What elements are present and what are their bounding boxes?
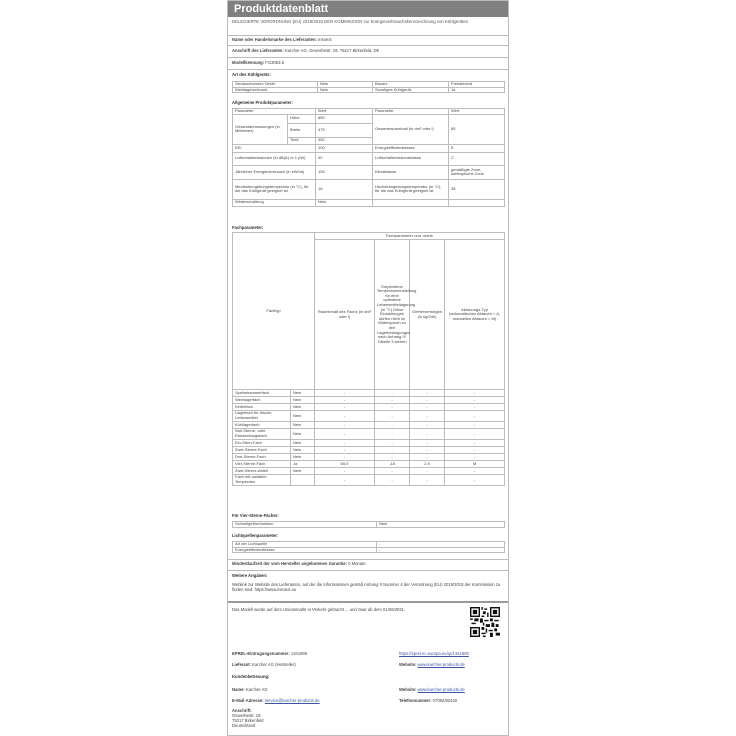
supplier-address-row <box>232 48 512 53</box>
four-star-heading: Für Vier-Sterne-Fächer: <box>232 513 279 518</box>
eprel-label: EPREL-Eintragungsnummer: <box>232 651 290 656</box>
compartment-cell: Lagerfach für frische Lebensmittel <box>233 411 291 422</box>
compartment-cell: Nein <box>291 397 315 404</box>
supplier-value: Karcher AG (Hersteller) <box>252 662 296 667</box>
four-star-table <box>232 521 505 528</box>
table-row <box>233 114 505 123</box>
eprel-link[interactable]: https://eprel.ec.europa.eu/qr/1341805 <box>399 651 469 656</box>
column-header: Wert <box>316 109 373 115</box>
model-row <box>232 60 512 65</box>
table-row <box>233 468 505 475</box>
total-volume-label: Gesamtrauminhalt (in dm³ oder l) <box>373 114 449 144</box>
compartment-cell: - <box>315 404 375 411</box>
device-type-cell: Ja <box>449 87 505 93</box>
phone-value: 07082/92420 <box>432 698 458 703</box>
compartment-cell: - <box>375 454 410 461</box>
table-row <box>233 233 505 240</box>
device-type-cell: Weinlagerschrank: <box>233 87 318 93</box>
compartment-cell: Nein <box>291 404 315 411</box>
compartment-cell: Nein <box>291 429 315 440</box>
separator <box>228 570 508 571</box>
compartment-cell: -18 <box>375 461 410 468</box>
email-link[interactable]: service@karcher-products.de <box>264 698 320 703</box>
supplier-weblink[interactable]: https://www.insnext.eu <box>254 587 297 592</box>
compartment-cell: - <box>315 429 375 440</box>
table-row <box>233 390 505 397</box>
address-label: Anschrift: <box>232 708 252 713</box>
column-header: Gefriervermögen (in kg/24h) <box>410 240 445 390</box>
column-header: Parameter <box>373 109 449 115</box>
supplier-row <box>232 662 382 667</box>
param-cell: Luftschallemissionsklasse <box>373 152 449 165</box>
further-info-heading: Weitere Angaben: <box>232 573 268 578</box>
compartment-cell: Nein <box>291 447 315 454</box>
website-row <box>399 662 507 667</box>
supplier-label: Lieferant: <box>232 662 252 667</box>
compartment-cell: 65,0 <box>315 461 375 468</box>
param-cell: Winterschaltung <box>233 199 316 206</box>
table-row <box>233 152 505 165</box>
compartment-cell: - <box>445 468 505 475</box>
service-website-row <box>399 687 507 692</box>
compartment-cell: - <box>315 411 375 422</box>
column-header: Parameter <box>233 109 316 115</box>
quick-freeze-label: Schnellgefrierfunktion <box>233 522 377 528</box>
compartment-cell: - <box>445 475 505 486</box>
compartment-cell: - <box>445 447 505 454</box>
light-params-heading: Lichtquellenparameter: <box>232 533 279 538</box>
compartment-cell: - <box>410 468 445 475</box>
compartment-cell: - <box>315 468 375 475</box>
service-name-label: Name: <box>232 687 245 692</box>
compartment-table <box>232 232 505 486</box>
supplier-address-value: Karcher AG, Gewerbestr. 19, 75217 Birkenfeld, DE <box>285 48 380 53</box>
light-cell: - <box>377 547 505 553</box>
param-cell: Höchstumgebungstemperatur (in °C), für die das Kühlgerät geeignet ist <box>373 179 449 199</box>
model-label: Modellkennung: <box>232 60 265 65</box>
device-type-cell: Nein <box>318 82 373 88</box>
qr-code-icon[interactable] <box>470 607 500 637</box>
compartment-cell: - <box>410 454 445 461</box>
device-type-cell: Geräuscharmes Gerät: <box>233 82 318 88</box>
param-cell: 40 <box>316 152 373 165</box>
compartment-cell: - <box>375 468 410 475</box>
compartment-cell: - <box>375 411 410 422</box>
compartment-cell: Zwei-Sterne-Abteil <box>233 468 291 475</box>
website-label: Website: <box>399 662 417 667</box>
device-type-heading: Art des Kühlgeräts: <box>232 72 271 77</box>
market-note: Das Modell wurde auf dem Unionsmarkt in Verkehr gebracht ... und zwar ab dem 01/06/2021. <box>232 607 406 612</box>
datasheet-title: Produktdatenblatt <box>228 1 508 17</box>
further-info-text <box>232 582 504 592</box>
compartment-cell: - <box>445 404 505 411</box>
compartment-cell: - <box>375 440 410 447</box>
compartment-rows <box>233 390 505 486</box>
compartment-cell: 2,9 <box>410 461 445 468</box>
device-type-cell: Nein <box>318 87 373 93</box>
dimension-value: 450 <box>316 137 373 144</box>
total-volume-value: 65 <box>449 114 505 144</box>
model-value: FG3053.5 <box>265 60 284 65</box>
dimension-name: Tiefe <box>288 137 316 144</box>
general-params-heading: Allgemeine Produktparameter: <box>232 100 293 105</box>
compartment-group-header: Fachparameter und -werte <box>315 233 505 240</box>
dimension-name: Breite <box>288 123 316 137</box>
compartment-cell: Zwei-Sterne-Fach <box>233 447 291 454</box>
light-cell: Art der Lichtquelle <box>233 542 377 548</box>
param-cell: Nein <box>316 199 373 206</box>
website-link[interactable]: www.karcher-products.de <box>417 662 465 667</box>
compartment-cell: - <box>410 440 445 447</box>
address-line: Gewerbestr. 19 <box>232 713 261 718</box>
param-cell: gemäßigte Zone, subtropische Zone <box>449 165 505 179</box>
compartment-cell: - <box>445 440 505 447</box>
param-cell: EEI <box>233 144 316 152</box>
compartment-cell: - <box>445 411 505 422</box>
quick-freeze-value: Nein <box>377 522 505 528</box>
phone-label: Telefonnummer: <box>399 698 432 703</box>
compartment-cell: - <box>410 397 445 404</box>
further-info-body: Weblink zur Website des Lieferanten, auf der die Informationen gemäß Anhang II Nummer 4 der Verordnung (EU) 2019/2019 der Kommission zu finden sind: <box>232 582 501 592</box>
device-type-table <box>232 81 505 93</box>
compartment-cell: - <box>315 397 375 404</box>
compartment-cell: Drei-Sterne-Fach <box>233 454 291 461</box>
compartment-cell: Null-Sterne- oder Eisbereitungsfach <box>233 429 291 440</box>
compartment-cell: - <box>445 397 505 404</box>
table-row <box>233 397 505 404</box>
compartment-cell: Nein <box>291 411 315 422</box>
eprel-row <box>232 651 382 656</box>
compartment-cell: Kellerfach <box>233 404 291 411</box>
compartment-cell: Ja <box>291 461 315 468</box>
compartment-cell: - <box>445 422 505 429</box>
table-row <box>233 547 505 553</box>
compartment-cell: - <box>410 429 445 440</box>
compartment-cell: - <box>445 390 505 397</box>
address-line: 75217 Birkenfeld <box>232 718 264 723</box>
compartment-cell: Nein <box>291 454 315 461</box>
warranty-row <box>232 561 512 566</box>
supplier-name-label: Name oder Handelsmarke des Lieferanten: <box>232 37 317 42</box>
compartment-cell <box>291 475 315 486</box>
eprel-link-row <box>399 651 507 656</box>
param-cell: 38 <box>449 179 505 199</box>
compartment-cell: - <box>445 429 505 440</box>
param-cell: Jährlicher Energieverbrauch (in kWh/a) <box>233 165 316 179</box>
table-row <box>233 454 505 461</box>
compartment-cell: - <box>375 390 410 397</box>
compartment-cell: - <box>445 454 505 461</box>
table-row <box>233 475 505 486</box>
compartment-cell: Nein <box>291 422 315 429</box>
compartment-cell: - <box>375 475 410 486</box>
warranty-value: 0 Monate <box>348 561 366 566</box>
separator <box>228 559 508 560</box>
email-label: E-Mail-Adresse: <box>232 698 264 703</box>
param-cell: C <box>449 152 505 165</box>
datasheet <box>227 0 509 736</box>
separator <box>228 45 508 46</box>
compartment-cell: Weinlagerfach <box>233 397 291 404</box>
compartment-type-header: Fachtyp <box>233 233 315 390</box>
table-row <box>233 411 505 422</box>
dimension-name: Höhe <box>288 114 316 123</box>
supplier-address-label: Anschrift des Lieferanten: <box>232 48 284 53</box>
compartment-cell: - <box>375 422 410 429</box>
compartment-cell: M <box>445 461 505 468</box>
compartment-cell: - <box>315 447 375 454</box>
service-website-label: Website: <box>399 687 417 692</box>
table-row <box>233 199 505 206</box>
table-row <box>233 429 505 440</box>
address-line: Deutschland <box>232 723 256 728</box>
table-row <box>233 144 505 152</box>
separator <box>228 69 508 70</box>
compartment-cell: Kühllagerfach <box>233 422 291 429</box>
phone-row <box>399 698 507 703</box>
compartment-cell: Vier-Sterne-Fach <box>233 461 291 468</box>
param-cell: 155 <box>316 165 373 179</box>
param-cell: Klimaklasse <box>373 165 449 179</box>
param-cell <box>373 199 449 206</box>
param-cell: Energieeffizienzklasse <box>373 144 449 152</box>
param-cell <box>449 199 505 206</box>
compartment-cell: - <box>375 404 410 411</box>
table-row <box>233 404 505 411</box>
general-params-table <box>232 108 505 207</box>
compartment-cell: Nein <box>291 440 315 447</box>
service-name-row <box>232 687 382 692</box>
compartment-cell: - <box>315 390 375 397</box>
compartment-cell: - <box>410 422 445 429</box>
separator <box>228 57 508 58</box>
supplier-name-value: Insnext <box>318 37 332 42</box>
table-row <box>233 87 505 93</box>
param-cell: 16 <box>316 179 373 199</box>
light-cell: - <box>377 542 505 548</box>
compartment-cell: Nein <box>291 468 315 475</box>
table-row <box>233 461 505 468</box>
column-header: Empfohlene Temperatureinstellung für eine optimierte Lebensmittellagerung (in °C) Diese Einstellungen dürfen nicht im Widerspruch zu den Lagerbedingungen nach Anhang IV Tabelle 3 stehen <box>375 240 410 390</box>
compartment-cell: - <box>375 429 410 440</box>
table-row <box>233 165 505 179</box>
email-row <box>232 698 382 703</box>
compartment-cell: - <box>410 404 445 411</box>
device-type-cell: Freistehend <box>449 82 505 88</box>
column-header: Wert <box>449 109 505 115</box>
table-row <box>233 522 505 528</box>
eprel-value: 1341805 <box>290 651 308 656</box>
compartment-cell: - <box>315 475 375 486</box>
compartment-cell: Speisekammerfach <box>233 390 291 397</box>
param-cell: 100 <box>316 144 373 152</box>
table-row <box>233 440 505 447</box>
warranty-label: Mindestlaufzeit der vom Hersteller angebotenen Garantie: <box>232 561 347 566</box>
supplier-name-row <box>232 37 512 42</box>
address-block <box>232 708 382 728</box>
compartment-cell: Ein-Stern-Fach <box>233 440 291 447</box>
param-cell: Mindestumgebungstemperatur (in °C), für die das Kühlgerät geeignet ist <box>233 179 316 199</box>
table-row <box>233 447 505 454</box>
service-name-value: Karcher AG <box>245 687 268 692</box>
compartment-cell: - <box>315 440 375 447</box>
regulation-intro: DELEGIERTE VERORDNUNG (EU) 2019/2016 DER KOMMISSION zur Energieverbrauchskennzeichnung von Kühlgeräten <box>232 19 469 24</box>
compartment-cell: Nein <box>291 390 315 397</box>
compartment-cell: - <box>410 475 445 486</box>
dimension-value: 850 <box>316 114 373 123</box>
customer-service-heading: Kundenbetreuung: <box>232 674 270 679</box>
light-table <box>232 541 505 553</box>
separator <box>228 601 508 603</box>
param-cell: E <box>449 144 505 152</box>
column-header: Abtauungs-Typ (automatisches Abtauen = A, manuelles Abtauen = M) <box>445 240 505 390</box>
device-type-cell: Bauart: <box>373 82 449 88</box>
table-row <box>233 422 505 429</box>
light-cell: Energieeffizienzklasse <box>233 547 377 553</box>
dimensions-label: Gesamtabmessungen (in Millimeter) <box>233 114 288 144</box>
compartment-cell: - <box>410 447 445 454</box>
compartment-cell: - <box>315 422 375 429</box>
compartment-cell: - <box>375 447 410 454</box>
service-website-link[interactable]: www.karcher-products.de <box>417 687 465 692</box>
compartment-cell: - <box>375 397 410 404</box>
column-header: Rauminhalt des Fachs (in dm³ oder l) <box>315 240 375 390</box>
param-cell: Luftschallemissionen (in dB(A) re 1 pW) <box>233 152 316 165</box>
compartment-cell: Fach mit variabler Temperatur <box>233 475 291 486</box>
compartment-cell: - <box>410 390 445 397</box>
compartment-cell: - <box>410 411 445 422</box>
table-row <box>233 179 505 199</box>
separator <box>228 35 508 36</box>
dimension-value: 475 <box>316 123 373 137</box>
compartment-cell: - <box>315 454 375 461</box>
compartment-params-heading: Fachparameter: <box>232 225 264 230</box>
device-type-cell: Sonstiges Kühlgerät: <box>373 87 449 93</box>
